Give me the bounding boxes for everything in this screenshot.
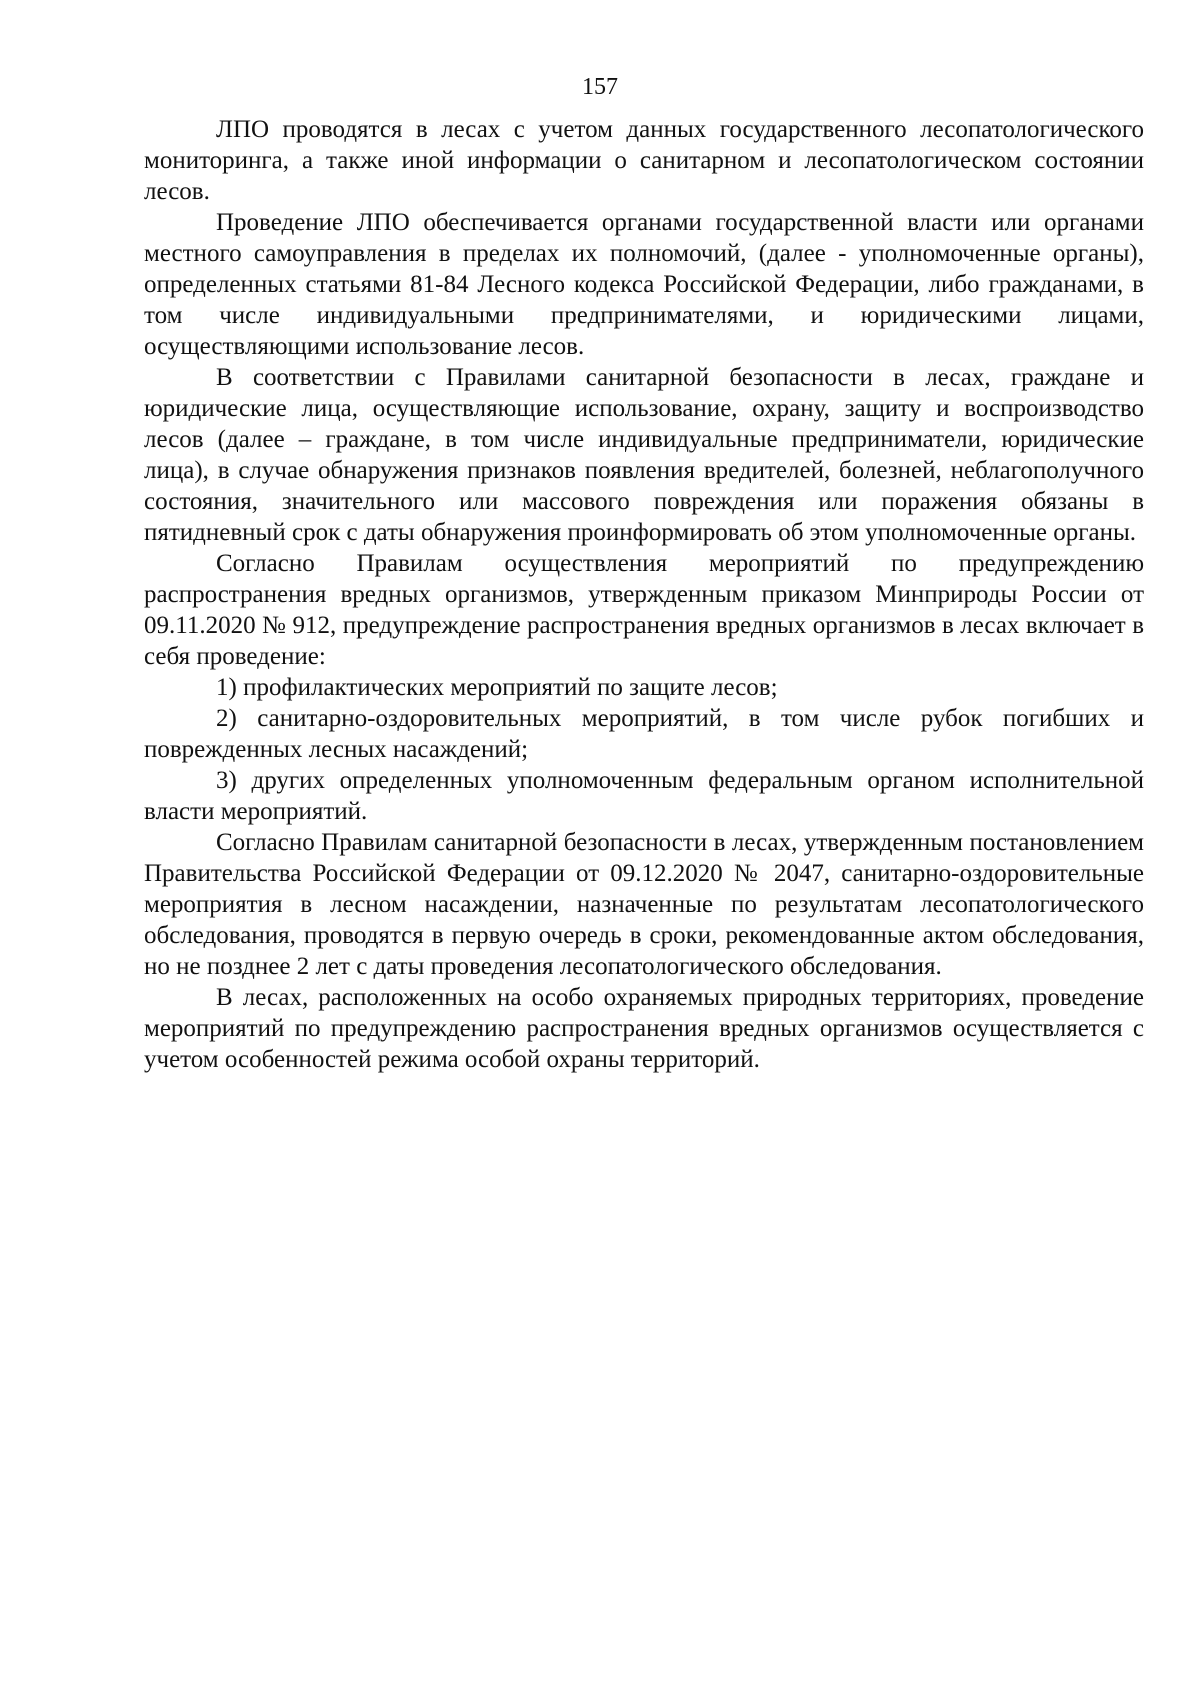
paragraph-lpo-monitoring: ЛПО проводятся в лесах с учетом данных государственного лесопатологического мониторинга, а также иной информации о санитарном и лесопатологическом состоянии лесов.: [144, 116, 1144, 205]
paragraph-protected-areas: В лесах, расположенных на особо охраняемых природных территориях, проведение мероприятий по предупреждению распространения вредных организмов осуществляется с учетом особенностей режима особой охраны территорий.: [144, 984, 1144, 1073]
list-item-3: 3) других определенных уполномоченным федеральным органом исполнительной власти мероприятий.: [144, 767, 1144, 825]
paragraph-prevention-rules: Согласно Правилам осуществления мероприятий по предупреждению распространения вредных организмов, утвержденным приказом Минприроды России от 09.11.2020 № 912, предупреждение распространения вредных организмов в лесах включает в себя проведение:: [144, 550, 1144, 670]
page-number: 157: [582, 74, 618, 100]
list-item-2: 2) санитарно-оздоровительных мероприятий, в том числе рубок погибших и поврежденных лесных насаждений;: [144, 705, 1144, 763]
document-body: [144, 114, 1144, 1075]
paragraph-lpo-authorities: Проведение ЛПО обеспечивается органами государственной власти или органами местного самоуправления в пределах их полномочий, (далее - уполномоченные органы), определенных статьями 81-84 Лесного кодекса Российской Федерации, либо гражданами, в том числе индивидуальными предпринимателями, и юридическими лицами, осуществляющими использование лесов.: [144, 209, 1144, 360]
list-item-1: 1) профилактических мероприятий по защите лесов;: [216, 674, 778, 701]
paragraph-sanitary-rules-citizens: В соответствии с Правилами санитарной безопасности в лесах, граждане и юридические лица, осуществляющие использование, охрану, защиту и воспроизводство лесов (далее – граждане, в том числе индивидуальные предприниматели, юридические лица), в случае обнаружения признаков появления вредителей, болезней, неблагополучного состояния, значительного или массового повреждения или поражения обязаны в пятидневный срок с даты обнаружения проинформировать об этом уполномоченные органы.: [144, 364, 1144, 546]
paragraph-sanitary-measures-timing: Согласно Правилам санитарной безопасности в лесах, утвержденным постановлением Правительства Российской Федерации от 09.12.2020 № 2047, санитарно-оздоровительные мероприятия в лесном насаждении, назначенные по результатам лесопатологического обследования, проводятся в первую очередь в сроки, рекомендованные актом обследования, но не позднее 2 лет с даты проведения лесопатологического обследования.: [144, 829, 1144, 980]
